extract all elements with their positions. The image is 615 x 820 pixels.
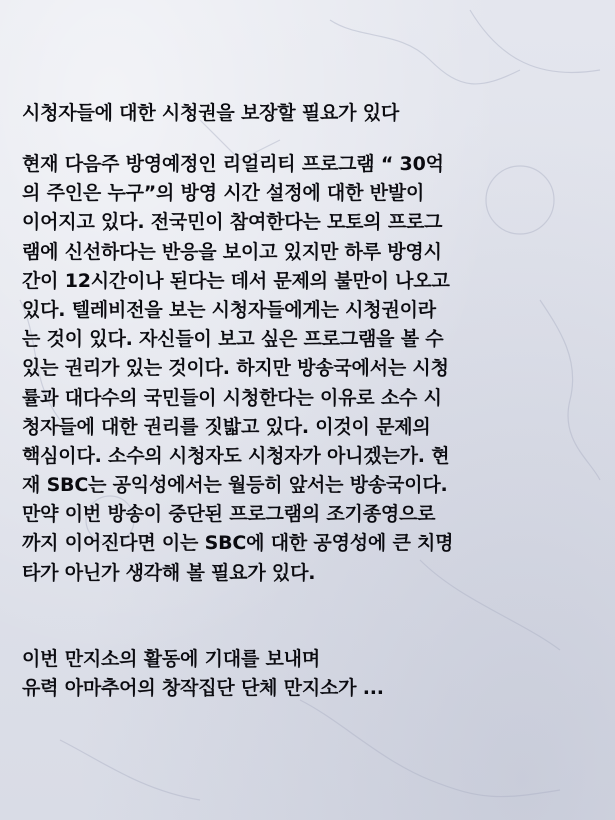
body-line: 까지 이어진다면 이는 SBC에 대한 공영성에 큰 치명 (22, 532, 454, 555)
body-line: 재 SBC는 공익성에서는 월등히 앞서는 방송국이다. (22, 474, 448, 497)
body-line: 만약 이번 방송이 중단된 프로그램의 조기종영으로 (22, 503, 436, 526)
body-line: 청자들에 대한 권리를 짓밟고 있다. 이것이 문제의 (22, 415, 431, 438)
body-line: 간이 12시간이나 된다는 데서 문제의 불만이 나오고 (22, 269, 450, 292)
body-line: 있는 권리가 있는 것이다. 하지만 방송국에서는 시청 (22, 357, 449, 380)
body-line: 는 것이 있다. 자신들이 보고 싶은 프로그램을 볼 수 (22, 328, 444, 351)
document-footer (22, 645, 384, 703)
document-body (22, 150, 453, 588)
footer-line: 유력 아마추어의 창작집단 단체 만지소가 ... (22, 677, 384, 700)
body-line: 의 주인은 누구”의 방영 시간 설정에 대한 반발이 (22, 182, 425, 205)
body-line: 있다. 텔레비전을 보는 시청자들에게는 시청권이라 (22, 298, 436, 321)
document-title: 시청자들에 대한 시청권을 보장할 필요가 있다 (22, 102, 400, 124)
body-line: 타가 아닌가 생각해 볼 필요가 있다. (22, 561, 316, 584)
footer-line: 이번 만지소의 활동에 기대를 보내며 (22, 648, 320, 670)
body-line: 이어지고 있다. 전국민이 참여한다는 모토의 프로그 (22, 211, 443, 234)
body-line: 현재 다음주 방영예정인 리얼리티 프로그램 “ 30억 (22, 153, 444, 175)
body-line: 핵심이다. 소수의 시청자도 시청자가 아니겠는가. 현 (22, 444, 450, 467)
body-line: 률과 대다수의 국민들이 시청한다는 이유로 소수 시 (22, 386, 442, 409)
body-line: 램에 신선하다는 반응을 보이고 있지만 하루 방영시 (22, 240, 442, 263)
